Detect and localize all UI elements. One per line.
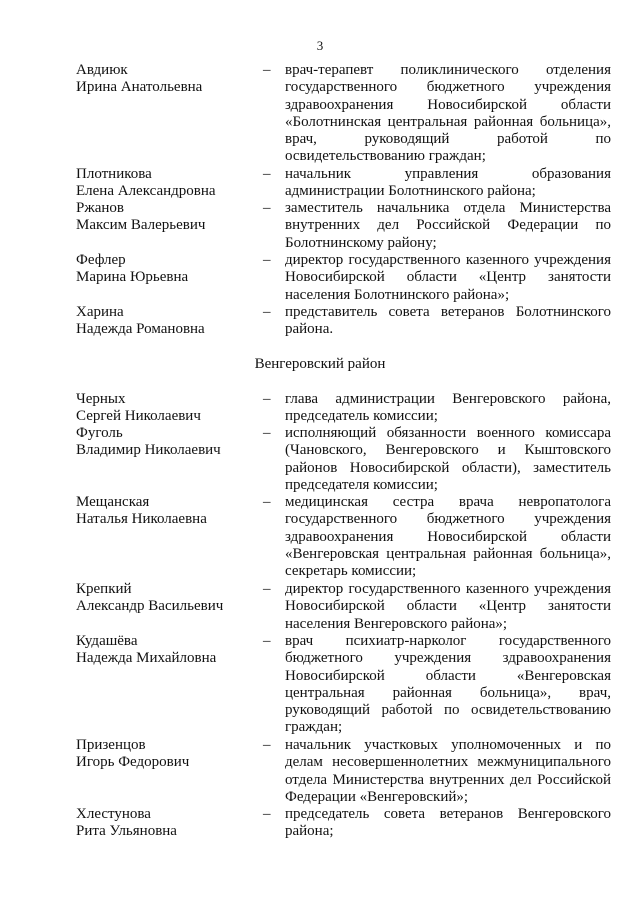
- surname: Ржанов: [76, 200, 124, 216]
- position-description: директор государственного казенного учреждения Новосибирской области «Центр занятости населения Болотнинского района»;: [285, 252, 611, 303]
- person-name: [76, 425, 256, 460]
- dash: –: [263, 166, 271, 182]
- surname: Плотникова: [76, 166, 152, 182]
- position-description: директор государственного казенного учреждения Новосибирской области «Центр занятости населения Венгеровского района»;: [285, 581, 611, 632]
- given-name: Максим Валерьевич: [76, 217, 206, 234]
- position-description: начальник управления образования администрации Болотнинского района;: [285, 166, 611, 200]
- dash: –: [263, 806, 271, 822]
- given-name: Надежда Романовна: [76, 321, 205, 338]
- person-name: [76, 391, 256, 426]
- dash: –: [263, 494, 271, 510]
- district-heading: Венгеровский район: [254, 356, 386, 372]
- dash: –: [263, 62, 271, 78]
- person-name: [76, 62, 256, 97]
- position-description: глава администрации Венгеровского района, председатель комиссии;: [285, 391, 611, 425]
- position-description: председатель совета ветеранов Венгеровского района;: [285, 806, 611, 840]
- person-name: [76, 806, 256, 841]
- dash: –: [263, 633, 271, 649]
- given-name: Марина Юрьевна: [76, 269, 189, 286]
- surname: Фефлер: [76, 252, 126, 268]
- dash: –: [263, 200, 271, 216]
- person-name: [76, 737, 256, 772]
- given-name: Сергей Николаевич: [76, 408, 201, 425]
- position-description: представитель совета ветеранов Болотнинского района.: [285, 304, 611, 338]
- person-name: [76, 200, 256, 235]
- position-description: врач-терапевт поликлинического отделения государственного бюджетного учреждения здравоохранения Новосибирской области «Болотнинская центральная районная больница», врач, руководящий работой по освидетельствованию граждан;: [285, 62, 611, 165]
- surname: Мещанская: [76, 494, 150, 510]
- person-name: [76, 633, 256, 668]
- person-name: [76, 581, 256, 616]
- person-name: [76, 252, 256, 287]
- position-description: врач психиатр-нарколог государственного бюджетного учреждения здравоохранения Новосибирской области «Венгеровская центральная районная больница», врач, руководящий работой по освидетельствованию граждан;: [285, 633, 611, 736]
- given-name: Наталья Николаевна: [76, 511, 207, 528]
- dash: –: [263, 252, 271, 268]
- dash: –: [263, 304, 271, 320]
- given-name: Игорь Федорович: [76, 754, 190, 771]
- position-description: заместитель начальника отдела Министерства внутренних дел Российской Федерации по Болотнинскому району;: [285, 200, 611, 251]
- person-name: [76, 494, 256, 529]
- dash: –: [263, 581, 271, 597]
- dash: –: [263, 391, 271, 407]
- surname: Фуголь: [76, 425, 123, 441]
- person-name: [76, 166, 256, 201]
- surname: Черных: [76, 391, 126, 407]
- page-number: 3: [316, 38, 324, 53]
- dash: –: [263, 737, 271, 753]
- surname: Хлестунова: [76, 806, 151, 822]
- position-description: начальник участковых уполномоченных и по делам несовершеннолетних межмуниципального отдела Министерства внутренних дел Российской Федерации «Венгеровский»;: [285, 737, 611, 805]
- given-name: Владимир Николаевич: [76, 442, 221, 459]
- given-name: Александр Васильевич: [76, 598, 224, 615]
- surname: Авдиюк: [76, 62, 128, 78]
- surname: Харина: [76, 304, 124, 320]
- position-description: медицинская сестра врача невропатолога государственного бюджетного учреждения здравоохранения Новосибирской области «Венгеровская центральная районная больница», секретарь комиссии;: [285, 494, 611, 580]
- surname: Крепкий: [76, 581, 132, 597]
- given-name: Ирина Анатольевна: [76, 79, 203, 96]
- surname: Кудашёва: [76, 633, 138, 649]
- given-name: Надежда Михайловна: [76, 650, 217, 667]
- given-name: Рита Ульяновна: [76, 823, 177, 840]
- person-name: [76, 304, 256, 339]
- dash: –: [263, 425, 271, 441]
- surname: Призенцов: [76, 737, 146, 753]
- position-description: исполняющий обязанности военного комиссара (Чановского, Венгеровского и Кыштовского районов Новосибирской области), заместитель председателя комиссии;: [285, 425, 611, 493]
- given-name: Елена Александровна: [76, 183, 216, 200]
